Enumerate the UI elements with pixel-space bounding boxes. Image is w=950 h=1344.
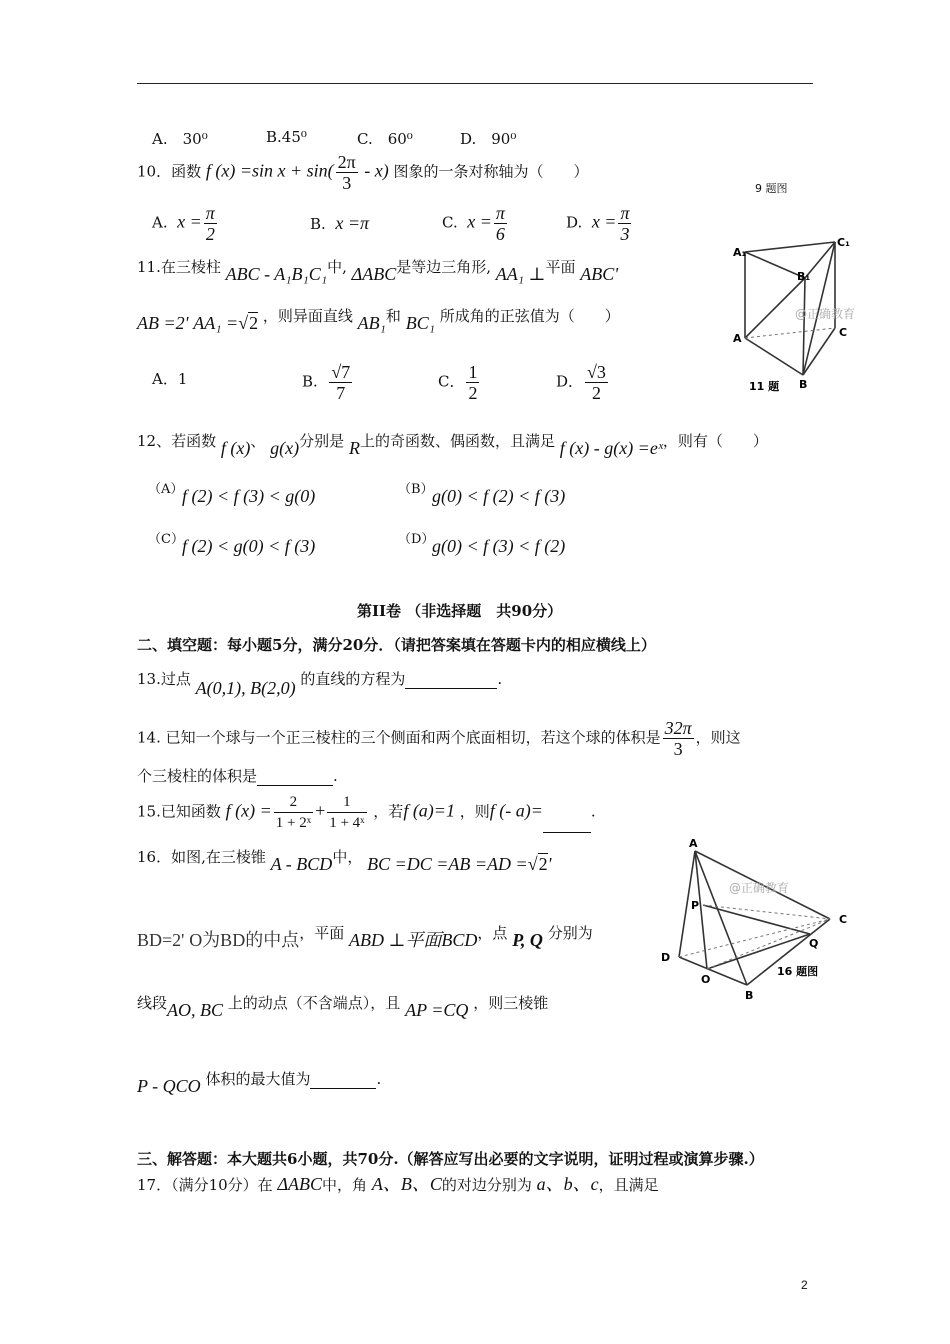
q10-option-d: D. x = $\frac{\pi}{3}$ xyxy=(566,203,630,244)
page-number: 2 xyxy=(801,1278,808,1292)
q11-figure-caption: 11 题 xyxy=(749,380,780,393)
q16-pyramid-figure xyxy=(655,835,865,1005)
q11-stem-line2: AB =2' AA₁ =√2 ，则异面直线 AB₁和 BC₁ 所成角的正弦值为（ ） xyxy=(137,307,620,333)
label-a: A xyxy=(733,332,742,345)
q11-option-c: C． $\frac{1}{2}$ xyxy=(438,362,478,403)
q12-option-a-label: （A） xyxy=(148,482,184,497)
q12-stem: 12、若函数 f (x)、 g(x)分别是 R上的奇函数、偶函数，且满足 f (x) - g(x) =eˣ，则有（ ） xyxy=(137,432,768,458)
q10-option-b: B. x =π xyxy=(310,213,369,233)
label-b: B xyxy=(799,378,808,391)
q10-stem: 10．函数 f (x) =sin x + sin( $\frac{2\pi}{3}$ - x) 图象的一条对称轴为（ ） xyxy=(137,152,589,193)
q9-option-c: C. 60⁰ xyxy=(357,130,413,148)
q12-option-d: g(0) < f (3) < f (2) xyxy=(432,536,566,556)
label-a1: A₁ xyxy=(733,246,747,259)
q9-option-d: D. 90⁰ xyxy=(460,130,517,148)
q11-prism-figure xyxy=(725,230,865,400)
q9-figure-caption: 9 题图 xyxy=(755,182,788,195)
q10-option-a: A. x = $\frac{\pi}{2}$ xyxy=(152,203,215,244)
q12-option-c: f (2) < g(0) < f (3) xyxy=(182,536,316,556)
q14-line1: 14. 已知一个球与一个正三棱柱的三个侧面和两个底面相切，若这个球的体积是 $\frac{32\pi}{3}$ ，则这 xyxy=(137,718,741,759)
q12-option-a: f (2) < f (3) < g(0) xyxy=(182,486,316,506)
q12-option-c-label: （C） xyxy=(148,532,184,547)
watermark: @正确教育 xyxy=(729,881,790,895)
section3-header: 三、解答题：本大题共6小题，共70分.（解答应写出必要的文字说明，证明过程或演算步骤.） xyxy=(137,1150,764,1168)
part2-title: 第II卷 （非选择题 共90分） xyxy=(357,602,563,620)
q16-line3: 线段AO, BC 上的动点（不含端点），且 AP =CQ ，则三棱锥 xyxy=(137,994,549,1020)
label-c1: C₁ xyxy=(837,236,850,249)
header-rule xyxy=(137,83,813,84)
q17-stem: 17．（满分10分）在 ΔABC中，角 A、B、C的对边分别为 a、b、c，且满足 xyxy=(137,1174,659,1194)
label-o: O xyxy=(701,973,711,986)
q12-option-d-label: （D） xyxy=(398,532,435,547)
q11-option-a: A．1 xyxy=(152,370,188,388)
q16-line1: 16．如图,在三棱锥 A - BCD中， BC =DC =AB =AD =√2' xyxy=(137,848,552,874)
q14-line2: 个三棱柱的体积是 . xyxy=(137,767,338,785)
q12-option-b-label: （B） xyxy=(398,482,434,497)
q16-line2: BD=2' O为BD的中点，平面 ABD ⊥平面BCD，点 P, Q 分别为 xyxy=(137,924,593,950)
q9-option-a: A. 30⁰ xyxy=(152,130,208,148)
q11-stem-line1: 11.在三棱柱 ABC - A₁B₁C₁中, ΔABC是等边三角形, AA₁ ⊥平面 ABC' xyxy=(137,258,619,284)
q11-option-b: B. $\frac{√7}{7}$ xyxy=(302,362,351,403)
label-p: P xyxy=(691,899,700,912)
label-c: C xyxy=(839,913,848,926)
watermark: @正确教育 xyxy=(795,307,856,321)
q15-stem: 15.已知函数 f (x) = $\frac{2}{\text{1 + 2ˣ}}$ + $\frac{1}{\text{1 + 4ˣ}}$ ，若f (a)=1 ，则f (- a)= . xyxy=(137,794,596,831)
label-b1: B₁ xyxy=(797,270,811,283)
label-c: C xyxy=(839,326,848,339)
q9-option-b: B.45⁰ xyxy=(266,128,307,146)
q11-option-d: D． $\frac{√3}{2}$ xyxy=(556,362,606,403)
label-b: B xyxy=(745,989,754,1002)
q10-option-c: C. x = $\frac{\pi}{6}$ xyxy=(442,203,505,244)
label-q: Q xyxy=(809,937,819,950)
q16-line4: P - QCO 体积的最大值为 . xyxy=(137,1070,382,1096)
label-d: D xyxy=(661,951,671,964)
q16-figure-caption: 16 题图 xyxy=(777,965,819,978)
q13-stem: 13.过点 A(0,1), B(2,0) 的直线的方程为 . xyxy=(137,670,503,698)
q12-option-b: g(0) < f (2) < f (3) xyxy=(432,486,566,506)
section2-header: 二、填空题：每小题5分，满分20分．（请把答案填在答题卡内的相应横线上） xyxy=(137,636,656,654)
label-a: A xyxy=(689,837,698,850)
